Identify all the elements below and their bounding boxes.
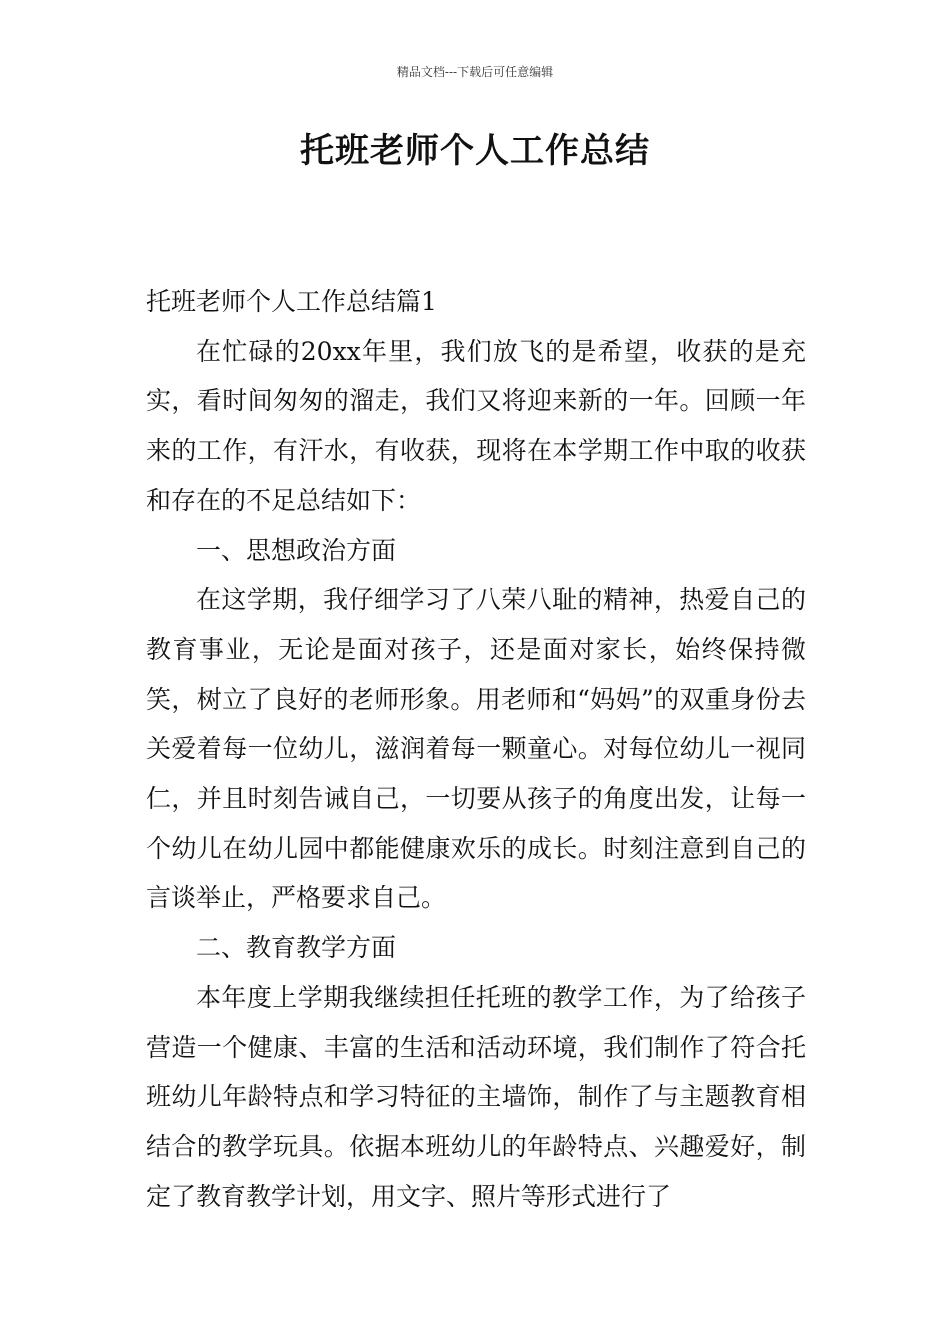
subheading-ideology: 一、思想政治方面 (196, 535, 397, 565)
body-paragraph-ideology: 在这学期，我仔细学习了八荣八耻的精神，热爱自己的教育事业，无论是面对孩子，还是面对家长，始终保持微笑，树立了良好的老师形象。用老师和“妈妈”的双重身份去关爱着每一位幼儿，滋润着每一颗童心。对每位幼儿一视同仁，并且时刻告诫自己，一切要从孩子的角度出发，让每一个幼儿在幼儿园中都能健康欢乐的成长。时刻注意到自己的言谈举止，严格要求自己。 (146, 585, 806, 913)
section-heading-1: 托班老师个人工作总结篇1 (146, 287, 437, 316)
document-body (146, 277, 806, 1221)
subheading-teaching: 二、教育教学方面 (196, 933, 397, 963)
running-header: 精品文档---下载后可任意编辑 (396, 65, 554, 79)
body-paragraph-teaching: 本年度上学期我继续担任托班的教学工作，为了给孩子营造一个健康、丰富的生活和活动环境，我们制作了符合托班幼儿年龄特点和学习特征的主墙饰，制作了与主题教育相结合的教学玩具。依据本班幼儿的年龄特点、兴趣爱好，制定了教育教学计划，用文字、照片等形式进行了 (146, 982, 806, 1211)
document-title: 托班老师个人工作总结 (300, 131, 650, 171)
body-paragraph-intro: 在忙碌的20xx年里，我们放飞的是希望，收获的是充实，看时间匆匆的溜走，我们又将迎来新的一年。回顾一年来的工作，有汗水，有收获，现将在本学期工作中取的收获和存在的不足总结如下： (146, 336, 806, 515)
